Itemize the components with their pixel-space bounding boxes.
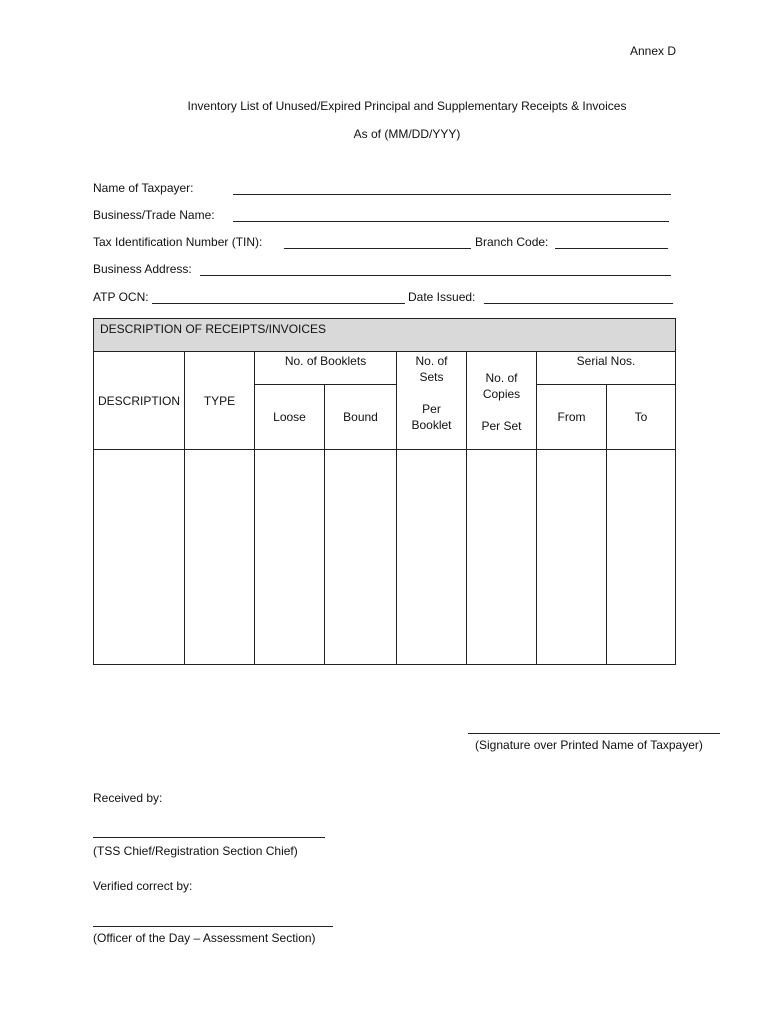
col-copies-line1: No. of [485,370,518,385]
tin-label: Tax Identification Number (TIN): [93,235,263,249]
taxpayer-name-line[interactable] [233,194,671,195]
col-description: DESCRIPTION [94,352,185,450]
date-issued-label: Date Issued: [408,290,476,304]
taxpayer-signature-caption: (Signature over Printed Name of Taxpayer) [475,738,703,752]
col-serial: Serial Nos. [537,352,676,385]
cell-description[interactable] [94,450,185,665]
table-row [94,450,676,665]
cell-type[interactable] [185,450,255,665]
col-copies-line2: Copies [482,386,521,401]
verified-by-line[interactable] [93,926,333,927]
date-issued-line[interactable] [484,303,673,304]
col-from: From [537,385,607,450]
table-header: DESCRIPTION OF RECEIPTS/INVOICES [94,319,676,352]
verified-by-label: Verified correct by: [93,879,193,893]
cell-loose[interactable] [255,450,325,665]
col-copies [467,352,537,450]
document-subtitle: As of (MM/DD/YYY) [353,127,461,141]
col-loose: Loose [255,385,325,450]
col-sets-line1: No. of [415,354,448,368]
taxpayer-signature-line[interactable] [468,733,720,734]
taxpayer-name-label: Name of Taxpayer: [93,181,194,195]
received-by-role: (TSS Chief/Registration Section Chief) [93,844,298,858]
received-by-line[interactable] [93,837,325,838]
atp-ocn-label: ATP OCN: [93,290,149,304]
verified-by-role: (Officer of the Day – Assessment Section) [93,931,316,945]
cell-copies[interactable] [467,450,537,665]
col-sets [397,352,467,450]
atp-ocn-line[interactable] [152,303,405,304]
cell-bound[interactable] [325,450,397,665]
business-name-line[interactable] [233,221,669,222]
annex-label: Annex D [630,44,677,58]
tin-line[interactable] [284,248,471,249]
col-type: TYPE [185,352,255,450]
col-copies-line3: Per Set [481,418,522,433]
branch-code-label: Branch Code: [475,235,549,249]
business-name-label: Business/Trade Name: [93,208,215,222]
cell-to[interactable] [607,450,676,665]
col-sets-line4: Booklet [411,418,452,432]
branch-code-line[interactable] [555,248,668,249]
col-booklets: No. of Booklets [255,352,397,385]
cell-sets[interactable] [397,450,467,665]
receipts-table [93,318,676,665]
col-sets-line3: Per [422,402,441,416]
received-by-label: Received by: [93,791,163,805]
business-address-label: Business Address: [93,262,192,276]
business-address-line[interactable] [200,275,671,276]
col-sets-line2: Sets [419,370,444,384]
col-to: To [607,385,676,450]
document-title: Inventory List of Unused/Expired Principal and Supplementary Receipts & Invoices [187,99,627,113]
cell-from[interactable] [537,450,607,665]
col-bound: Bound [325,385,397,450]
